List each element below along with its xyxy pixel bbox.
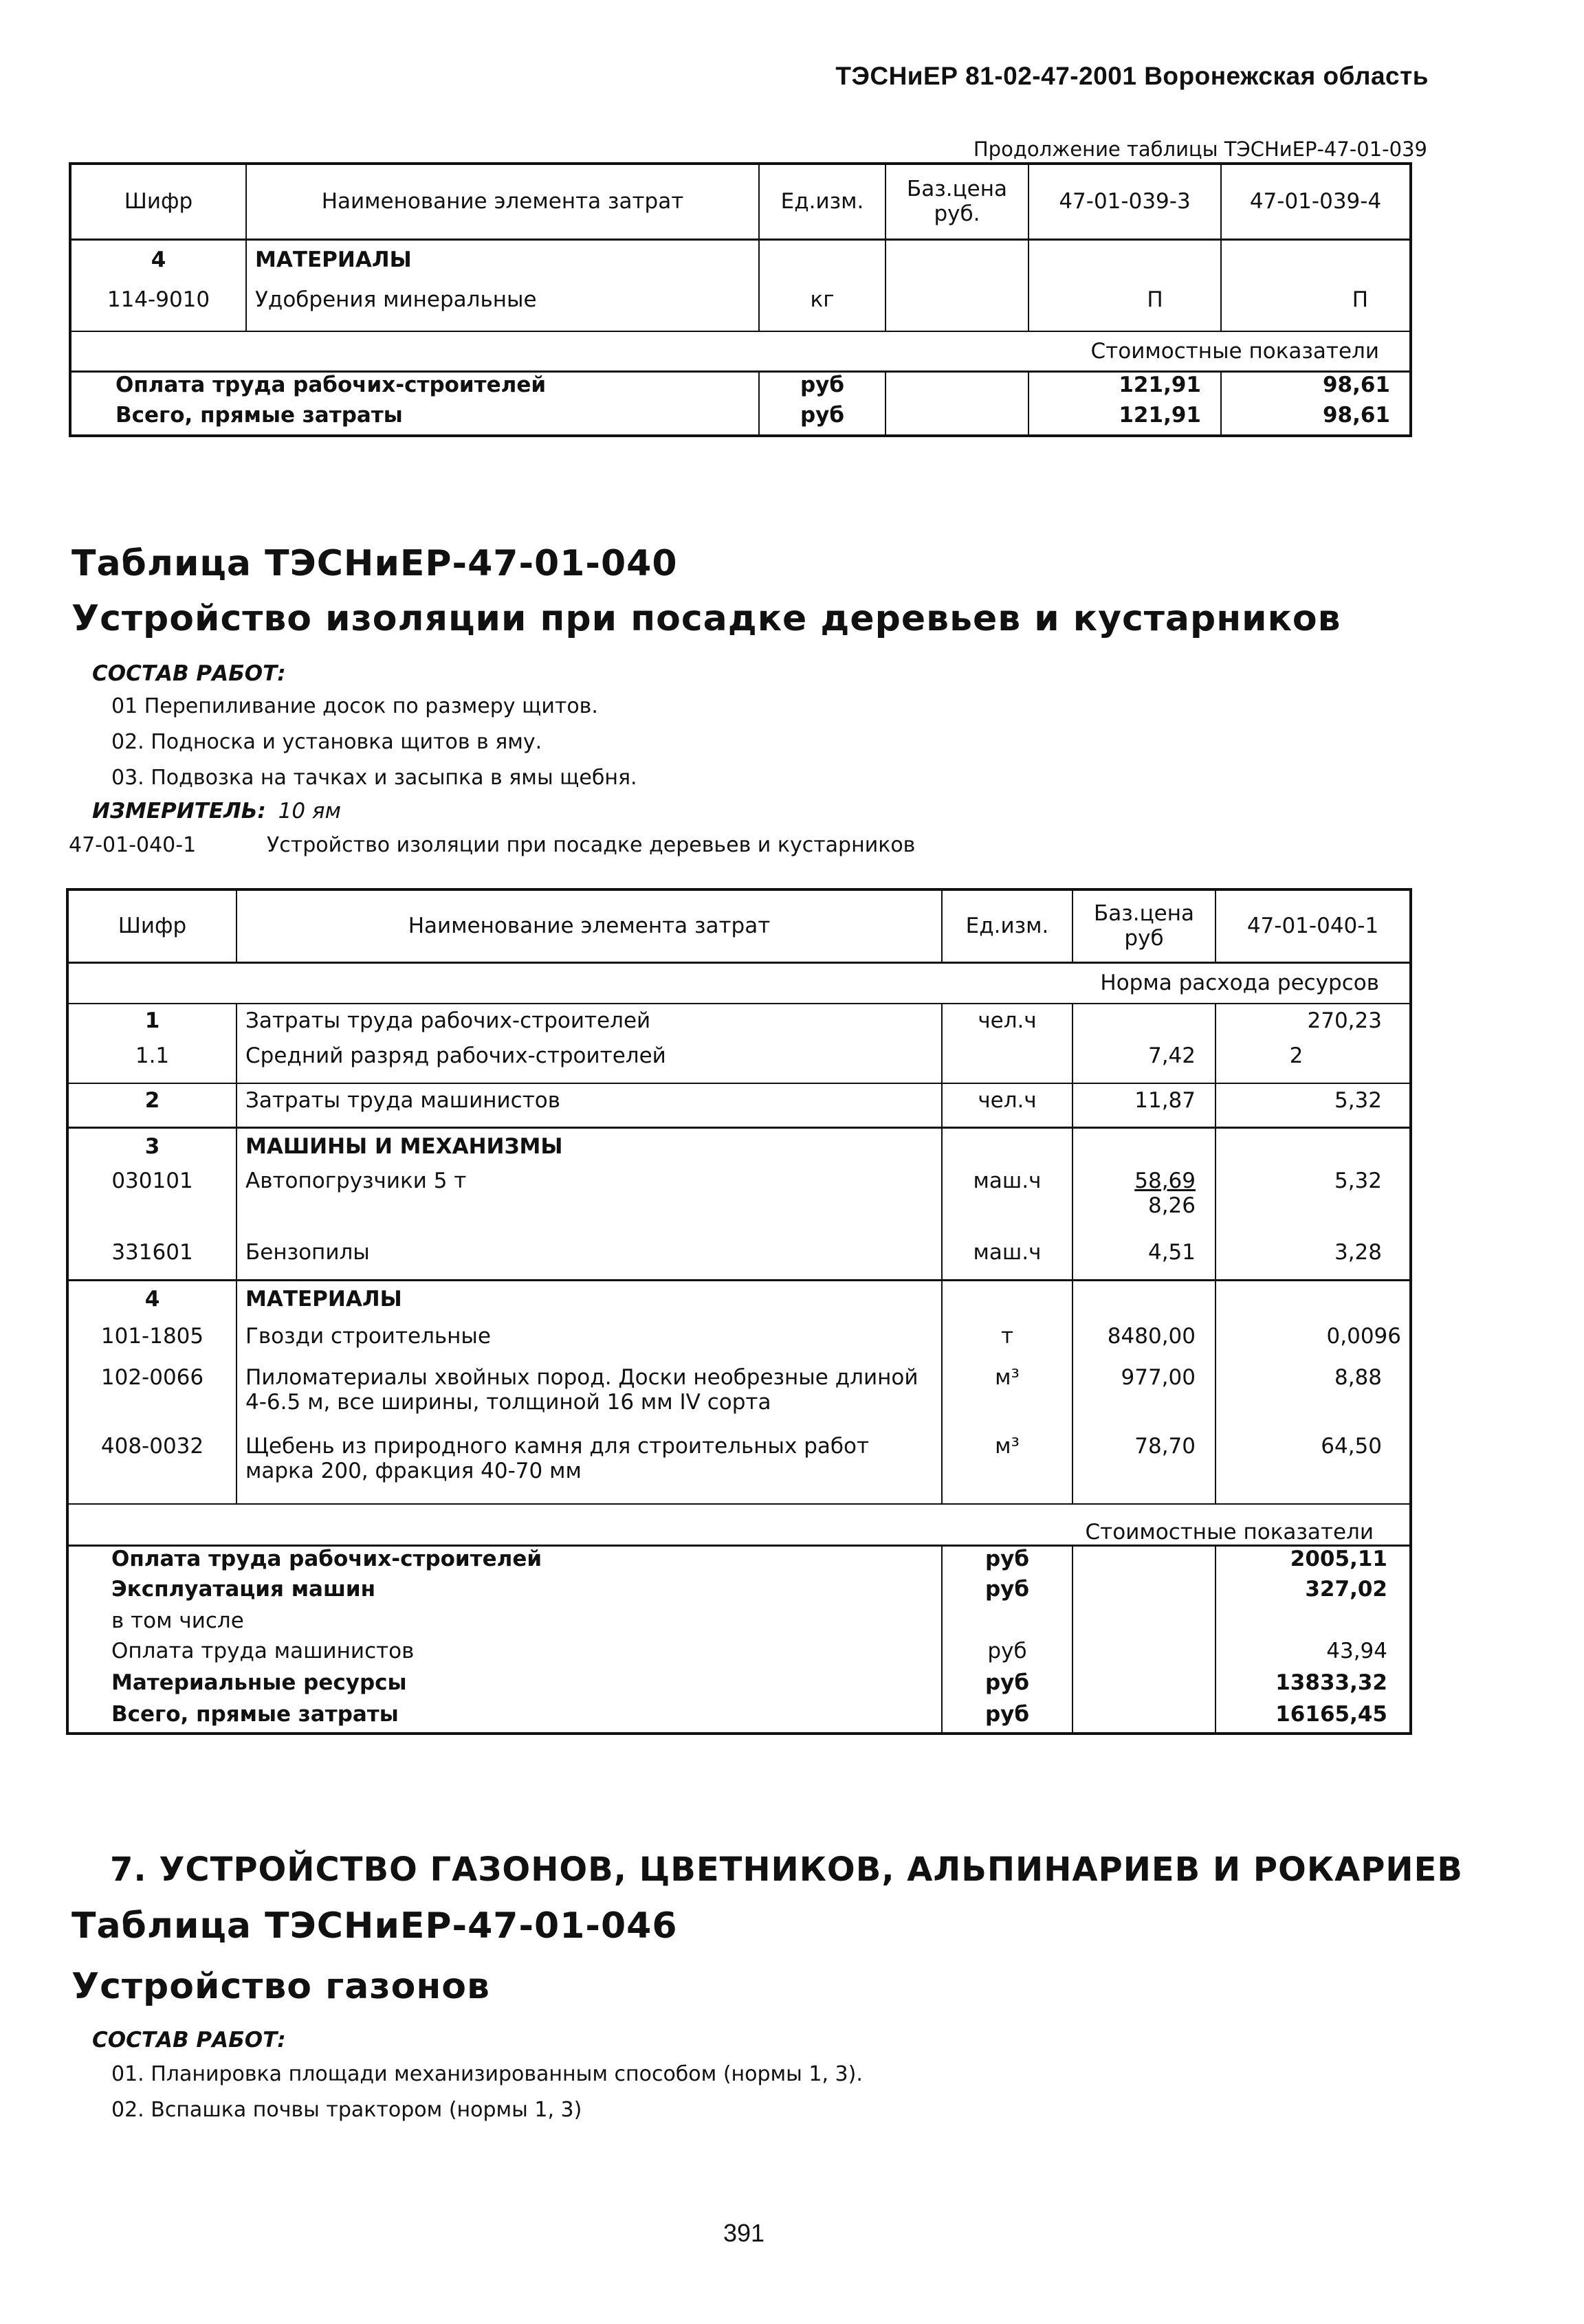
table-row: 030101 Автопогрузчики 5 т маш.ч 58,69 8,26 5,32 <box>67 1169 1411 1240</box>
col-header-unit: Ед.изм. <box>759 164 886 239</box>
table-row: 4 МАТЕРИАЛЫ <box>70 239 1411 287</box>
subtitle-040: Устройство изоляции при посадке деревьев и кустарников <box>72 598 1341 639</box>
total-row: Материальные ресурсы руб 13833,32 <box>67 1670 1411 1702</box>
table-row: 102-0066 Пиломатериалы хвойных пород. Доски необрезные длиной 4-6.5 м, все ширины, толщиной 16 мм IV сорта м³ 977,00 8,88 <box>67 1365 1411 1434</box>
works-label-046: СОСТАВ РАБОТ: <box>92 2028 286 2052</box>
total-row: Всего, прямые затраты руб 121,91 98,61 <box>70 403 1411 436</box>
table-row: 1 Затраты труда рабочих-строителей чел.ч 270,23 <box>67 1004 1411 1043</box>
col-header-norm-1: 47-01-040-1 <box>1216 889 1411 962</box>
total-row: Оплата труда рабочих-строителей руб 2005,11 <box>67 1545 1411 1577</box>
works-label-040: СОСТАВ РАБОТ: <box>92 661 286 686</box>
section-heading-7: 7. УСТРОЙСТВО ГАЗОНОВ, ЦВЕТНИКОВ, АЛЬПИНАРИЕВ И РОКАРИЕВ <box>110 1850 1463 1889</box>
table-title-046: Таблица ТЭСНиЕР-47-01-046 <box>72 1905 678 1947</box>
total-row: Эксплуатация машин руб 327,02 <box>67 1577 1411 1608</box>
table-row: 101-1805 Гвозди строительные т 8480,00 0,0096 <box>67 1324 1411 1365</box>
measure-label: ИЗМЕРИТЕЛЬ: <box>92 799 266 823</box>
table-row: 3 МАШИНЫ И МЕХАНИЗМЫ <box>67 1127 1411 1169</box>
measure-line <box>92 799 341 823</box>
cost-indicators-label: Стоимостные показатели <box>67 1504 1411 1545</box>
table-title-040: Таблица ТЭСНиЕР-47-01-040 <box>72 543 678 584</box>
norm-name: Устройство изоляции при посадке деревьев и кустарников <box>267 833 916 857</box>
col-header-price: Баз.цена руб. <box>886 164 1028 239</box>
work-item: 01. Планировка площади механизированным способом (нормы 1, 3). <box>111 2062 863 2086</box>
col-header-code: Шифр <box>67 889 236 962</box>
price-machine: 58,69 <box>1134 1169 1196 1193</box>
table-row: 408-0032 Щебень из природного камня для строительных работ марка 200, фракция 40-70 мм м³ 78,70 64,50 <box>67 1434 1411 1504</box>
total-row: Всего, прямые затраты руб 16165,45 <box>67 1702 1411 1734</box>
col-header-norm-4: 47-01-039-4 <box>1221 164 1411 239</box>
col-header-name: Наименование элемента затрат <box>236 889 942 962</box>
work-item: 03. Подвозка на тачках и засыпка в ямы щебня. <box>111 766 637 790</box>
price-labor: 8,26 <box>1147 1193 1196 1218</box>
running-title: ТЭСНиЕР 81-02-47-2001 Воронежская область <box>835 62 1429 90</box>
col-header-price: Баз.цена руб <box>1072 889 1216 962</box>
total-row: в том числе <box>67 1608 1411 1639</box>
col-header-unit: Ед.изм. <box>942 889 1072 962</box>
total-row: Оплата труда машинистов руб 43,94 <box>67 1639 1411 1670</box>
table-47-01-039 <box>69 162 1412 437</box>
table-continuation-caption: Продолжение таблицы ТЭСНиЕР-47-01-039 <box>973 137 1427 161</box>
norm-consumption-label: Норма расхода ресурсов <box>1100 971 1379 996</box>
measure-value: 10 ям <box>278 799 341 823</box>
work-item: 01 Перепиливание досок по размеру щитов. <box>111 694 598 718</box>
col-header-name: Наименование элемента затрат <box>246 164 759 239</box>
table-row: 331601 Бензопилы маш.ч 4,51 3,28 <box>67 1240 1411 1280</box>
norm-code: 47-01-040-1 <box>69 833 197 857</box>
total-row: Оплата труда рабочих-строителей руб 121,91 98,61 <box>70 371 1411 403</box>
table-row: 4 МАТЕРИАЛЫ <box>67 1280 1411 1324</box>
table-47-01-040 <box>66 888 1412 1735</box>
subtitle-046: Устройство газонов <box>72 1966 490 2007</box>
work-item: 02. Вспашка почвы трактором (нормы 1, 3) <box>111 2098 582 2122</box>
cost-indicators-label: Стоимостные показатели <box>70 331 1411 371</box>
col-header-code: Шифр <box>70 164 246 239</box>
table-row: 1.1 Средний разряд рабочих-строителей 7,42 2 <box>67 1043 1411 1083</box>
work-item: 02. Подноска и установка щитов в яму. <box>111 730 542 754</box>
col-header-norm-3: 47-01-039-3 <box>1028 164 1221 239</box>
table-row: 114-9010 Удобрения минеральные кг П П <box>70 287 1411 331</box>
table-row: 2 Затраты труда машинистов чел.ч 11,87 5,32 <box>67 1083 1411 1127</box>
page-number: 391 <box>723 2219 765 2247</box>
